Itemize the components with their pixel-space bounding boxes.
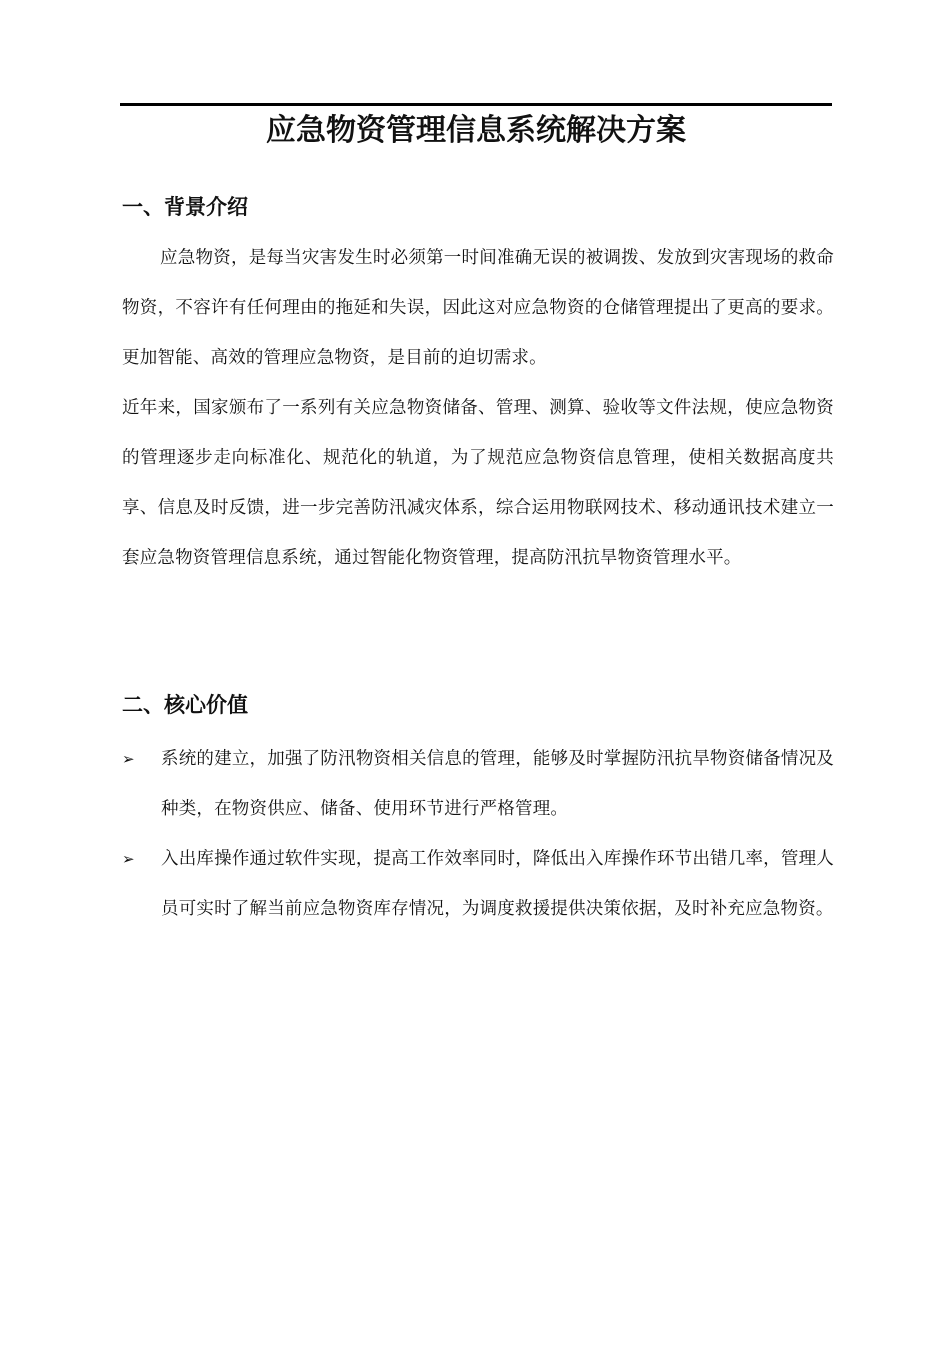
section-heading-core-value: 二、核心价值 (122, 693, 248, 717)
arrow-bullet-icon: ➢ (122, 850, 135, 868)
section-heading-background: 一、背景介绍 (122, 195, 248, 219)
title-top-rule (120, 103, 832, 106)
core-value-bullet-2 (122, 834, 834, 934)
background-paragraph-2: 近年来，国家颁布了一系列有关应急物资储备、管理、测算、验收等文件法规，使应急物资的管理逐步走向标准化、规范化的轨道，为了规范应急物资信息管理，使相关数据高度共享、信息及时反馈，进一步完善防汛减灾体系，综合运用物联网技术、移动通讯技术建立一套应急物资管理信息系统，通过智能化物资管理，提高防汛抗旱物资管理水平。 (122, 398, 834, 568)
document-title: 应急物资管理信息系统解决方案 (266, 113, 686, 148)
core-value-bullet-1 (122, 734, 834, 834)
core-value-bullet-text: 入出库操作通过软件实现，提高工作效率同时，降低出入库操作环节出错几率，管理人员可实时了解当前应急物资库存情况，为调度救援提供决策依据，及时补充应急物资。 (161, 849, 834, 919)
arrow-bullet-icon: ➢ (122, 750, 135, 768)
background-paragraph-1: 应急物资，是每当灾害发生时必须第一时间准确无误的被调拨、发放到灾害现场的救命物资，不容许有任何理由的拖延和失误，因此这对应急物资的仓储管理提出了更高的要求。更加智能、高效的管理应急物资，是目前的迫切需求。 (122, 248, 834, 368)
core-value-bullet-text: 系统的建立，加强了防汛物资相关信息的管理，能够及时掌握防汛抗旱物资储备情况及种类，在物资供应、储备、使用环节进行严格管理。 (161, 749, 834, 819)
